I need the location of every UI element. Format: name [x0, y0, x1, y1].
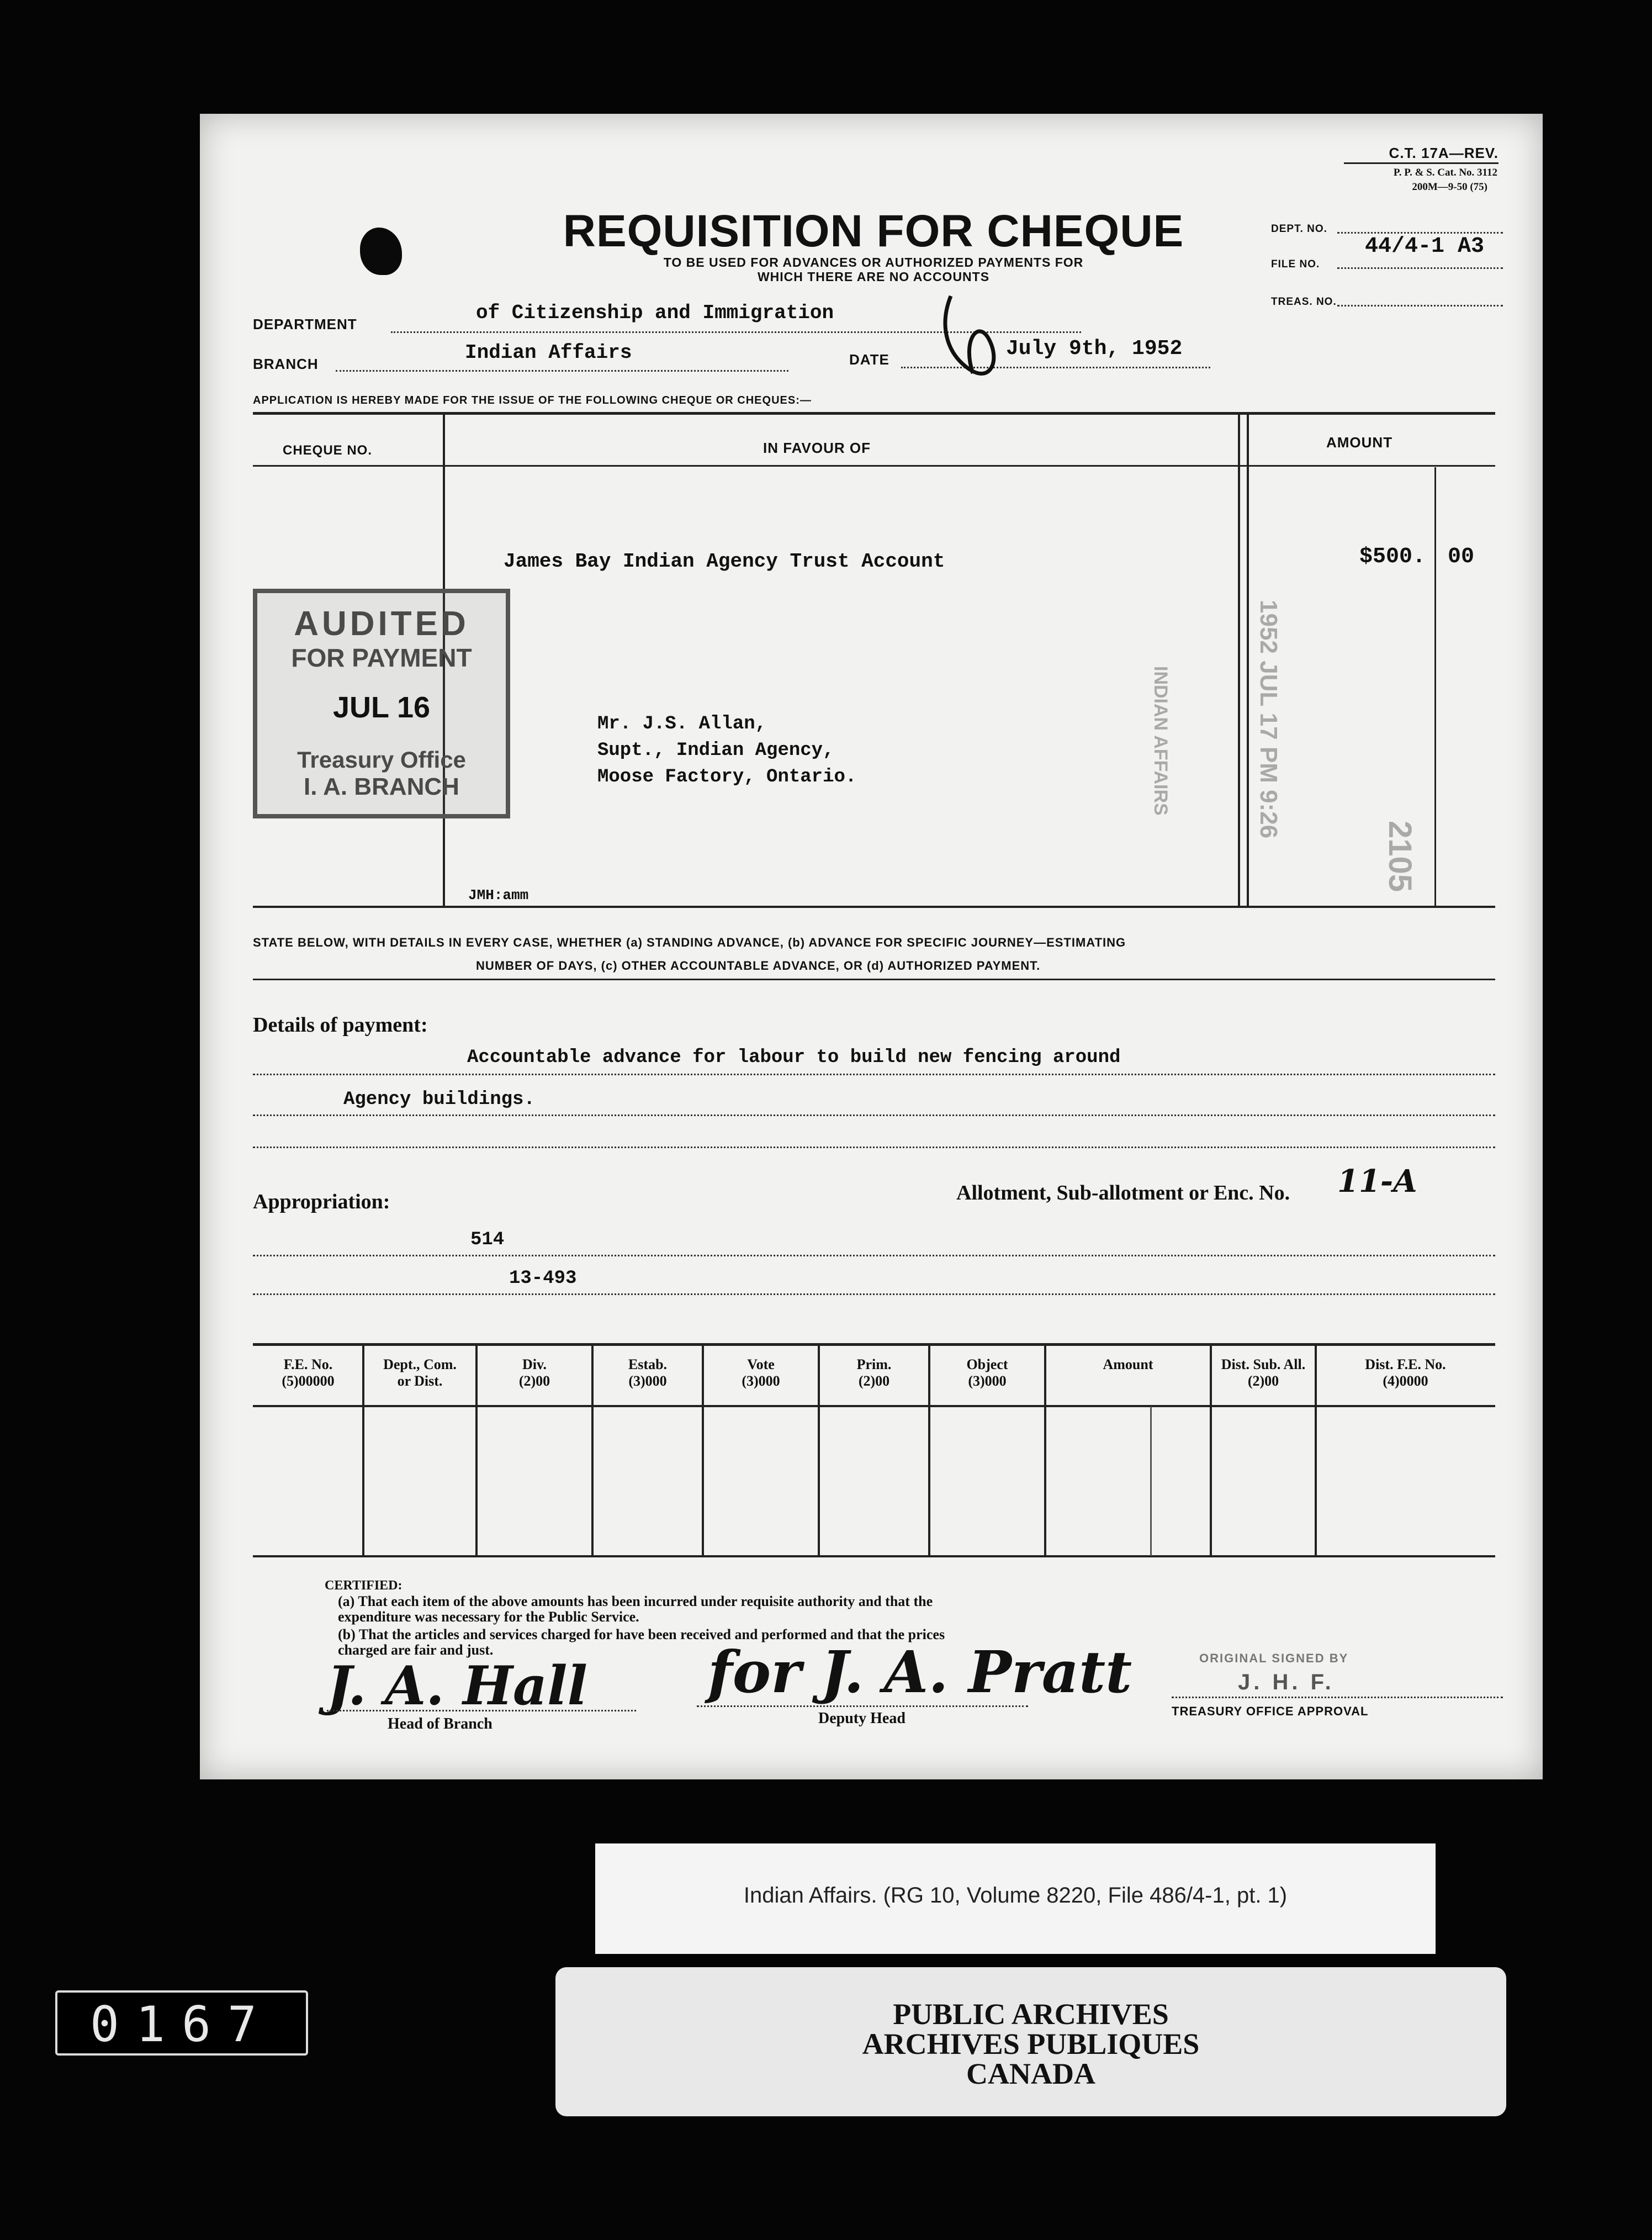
treasury-line — [1172, 1697, 1503, 1698]
coding-column-format: (2)00 — [518, 1373, 550, 1389]
requisition-form — [200, 114, 1543, 1779]
signature-deputy-head: for J. A. Pratt — [708, 1638, 1132, 1706]
handwritten-mark — [929, 279, 1017, 390]
signature-head-of-branch: J. A. Hall — [327, 1655, 587, 1717]
deputy-head-label: Deputy Head — [818, 1710, 906, 1727]
details-label: Details of payment: — [253, 1013, 428, 1037]
received-stamp-date: 1952 JUL 17 PM 9:26 — [1255, 600, 1282, 839]
amount-cents-rule — [1150, 1407, 1152, 1556]
date-value: July 9th, 1952 — [1006, 337, 1183, 361]
header-rule — [253, 465, 1495, 467]
state-below-line-1: STATE BELOW, WITH DETAILS IN EVERY CASE, WHETHER (a) STANDING ADVANCE, (b) ADVANCE FOR SPECIFIC JOURNEY—ESTIMATING — [253, 936, 1126, 949]
audited-stamp — [253, 589, 510, 818]
appropriation-value-2: 13-493 — [509, 1268, 577, 1289]
branch-value: Indian Affairs — [465, 341, 632, 364]
frame-counter — [55, 1990, 308, 2056]
treasury-signer: J. H. F. — [1238, 1670, 1335, 1694]
coding-column-name: Vote — [747, 1356, 775, 1372]
department-label: DEPARTMENT — [253, 316, 357, 332]
archives-band — [555, 1967, 1506, 2116]
typist-initials: JMH:amm — [468, 887, 529, 904]
details-line-2: Agency buildings. — [343, 1089, 535, 1110]
coding-column — [703, 1346, 819, 1556]
coding-column-name: Dist. F.E. No. — [1365, 1356, 1446, 1372]
form-cat: P. P. & S. Cat. No. 3112 — [1393, 167, 1497, 178]
coding-column — [253, 1346, 363, 1556]
dept-no-line — [1337, 232, 1503, 234]
archives-line-1: PUBLIC ARCHIVES — [893, 1998, 1169, 2031]
coding-column-format: (2)00 — [858, 1373, 890, 1389]
department-value: of Citizenship and Immigration — [476, 302, 834, 324]
treasury-signer-caption: ORIGINAL SIGNED BY — [1199, 1651, 1349, 1665]
treasury-approval-label: TREASURY OFFICE APPROVAL — [1172, 1704, 1369, 1718]
file-no-line — [1337, 267, 1503, 269]
amount-dollars: $500. — [1359, 545, 1426, 569]
coding-column — [592, 1346, 703, 1556]
deputy-head-line — [697, 1705, 1028, 1707]
table-bottom-rule — [253, 906, 1495, 908]
table-top-rule — [253, 412, 1495, 415]
coding-column-format: (2)00 — [1247, 1373, 1279, 1389]
received-stamp-text: INDIAN AFFAIRS — [1150, 666, 1171, 816]
coding-column-format: (4)0000 — [1383, 1373, 1428, 1389]
coding-column — [1211, 1346, 1316, 1556]
col-amount: AMOUNT — [1326, 434, 1393, 451]
archives-line-3: CANADA — [966, 2057, 1095, 2090]
file-no-label: FILE NO. — [1271, 258, 1320, 270]
coding-column-name: Object — [966, 1356, 1008, 1372]
treas-no-label: TREAS. NO. — [1271, 296, 1337, 308]
ink-mark — [360, 228, 402, 275]
payee: James Bay Indian Agency Trust Account — [504, 550, 945, 573]
state-below-rule — [253, 979, 1495, 980]
coding-column — [929, 1346, 1045, 1556]
head-of-branch-line — [327, 1710, 636, 1711]
cents-col-rule — [1434, 467, 1436, 906]
form-subtitle-1: TO BE USED FOR ADVANCES OR AUTHORIZED PAYMENTS FOR — [663, 255, 1084, 270]
coding-column-name: Dist. Sub. All. — [1221, 1356, 1306, 1372]
address-line-2: Supt., Indian Agency, — [597, 740, 834, 761]
coding-column — [1316, 1346, 1495, 1556]
col-cheque-no: CHEQUE NO. — [283, 443, 373, 458]
details-rule-3 — [253, 1147, 1495, 1148]
coding-column — [819, 1346, 929, 1556]
details-rule-1 — [253, 1074, 1495, 1075]
details-line-1: Accountable advance for labour to build new fencing around — [467, 1047, 1121, 1068]
caption-card — [595, 1843, 1436, 1954]
certified-label: CERTIFIED: — [325, 1578, 403, 1593]
audited-stamp-line-1: AUDITED — [294, 605, 469, 643]
appropriation-value-1: 514 — [470, 1229, 505, 1250]
audited-stamp-line-2: FOR PAYMENT — [291, 643, 472, 672]
audited-stamp-line-3: JUL 16 — [332, 691, 431, 724]
allotment-label: Allotment, Sub-allotment or Enc. No. — [956, 1181, 1290, 1204]
appropriation-label: Appropriation: — [253, 1190, 390, 1213]
address-line-3: Moose Factory, Ontario. — [597, 767, 857, 788]
coding-column-name: F.E. No. — [283, 1356, 333, 1372]
coding-column — [476, 1346, 592, 1556]
archives-line-2: ARCHIVES PUBLIQUES — [862, 2027, 1200, 2061]
frame-counter-number: 0167 — [90, 1996, 273, 2053]
allotment-value: 11-A — [1337, 1163, 1417, 1200]
date-label: DATE — [849, 351, 889, 368]
coding-column-format: (3)000 — [628, 1373, 667, 1389]
state-below-line-2: NUMBER OF DAYS, (c) OTHER ACCOUNTABLE ADVANCE, OR (d) AUTHORIZED PAYMENT. — [476, 959, 1041, 973]
col-in-favour: IN FAVOUR OF — [763, 440, 871, 456]
dept-no-label: DEPT. NO. — [1271, 223, 1327, 235]
form-print-code: 200M—9-50 (75) — [1412, 181, 1487, 193]
address-line-1: Mr. J.S. Allan, — [597, 714, 767, 735]
coding-column-name: Dept., Com. — [383, 1356, 457, 1372]
details-rule-2 — [253, 1114, 1495, 1116]
form-code-underline — [1344, 162, 1499, 164]
file-no-value: 44/4-1 A3 — [1365, 234, 1485, 259]
appropriation-rule-1 — [253, 1255, 1495, 1256]
coding-column-name: Prim. — [856, 1356, 892, 1372]
head-of-branch-label: Head of Branch — [388, 1715, 493, 1732]
branch-line — [336, 370, 788, 372]
appropriation-rule-2 — [253, 1293, 1495, 1295]
audited-stamp-line-4: Treasury Office — [297, 747, 466, 773]
coding-column — [1045, 1346, 1211, 1556]
amount-col-rule-left — [1238, 415, 1240, 906]
received-stamp-number: 2105 — [1382, 821, 1418, 892]
coding-column-format: or Dist. — [397, 1373, 443, 1389]
audited-stamp-line-5: I. A. BRANCH — [304, 773, 459, 800]
amount-cents: 00 — [1448, 545, 1475, 569]
coding-column-format: (3)000 — [968, 1373, 1007, 1389]
branch-label: BRANCH — [253, 356, 319, 372]
form-code: C.T. 17A—REV. — [1389, 145, 1499, 161]
form-subtitle-2: WHICH THERE ARE NO ACCOUNTS — [757, 270, 990, 284]
coding-column-format: (3)000 — [742, 1373, 780, 1389]
coding-column-name: Div. — [522, 1356, 547, 1372]
form-title: REQUISITION FOR CHEQUE — [563, 206, 1184, 256]
certified-b: (b) That the articles and services charged for have been received and performed and that the prices charged are fair and just. — [338, 1626, 945, 1658]
treas-no-line — [1337, 305, 1503, 307]
caption-text: Indian Affairs. (RG 10, Volume 8220, File 486/4-1, pt. 1) — [743, 1883, 1288, 1908]
coding-grid — [253, 1346, 1495, 1556]
coding-column-format: (5)00000 — [282, 1373, 335, 1389]
coding-column — [363, 1346, 476, 1556]
certified-a: (a) That each item of the above amounts has been incurred under requisite authority and that the expenditure was necessary for the Public Service. — [338, 1593, 933, 1625]
coding-column-name: Estab. — [628, 1356, 668, 1372]
amount-col-rule-left-2 — [1247, 415, 1249, 906]
application-text: APPLICATION IS HEREBY MADE FOR THE ISSUE OF THE FOLLOWING CHEQUE OR CHEQUES:— — [253, 394, 812, 406]
coding-column-name: Amount — [1103, 1356, 1153, 1372]
